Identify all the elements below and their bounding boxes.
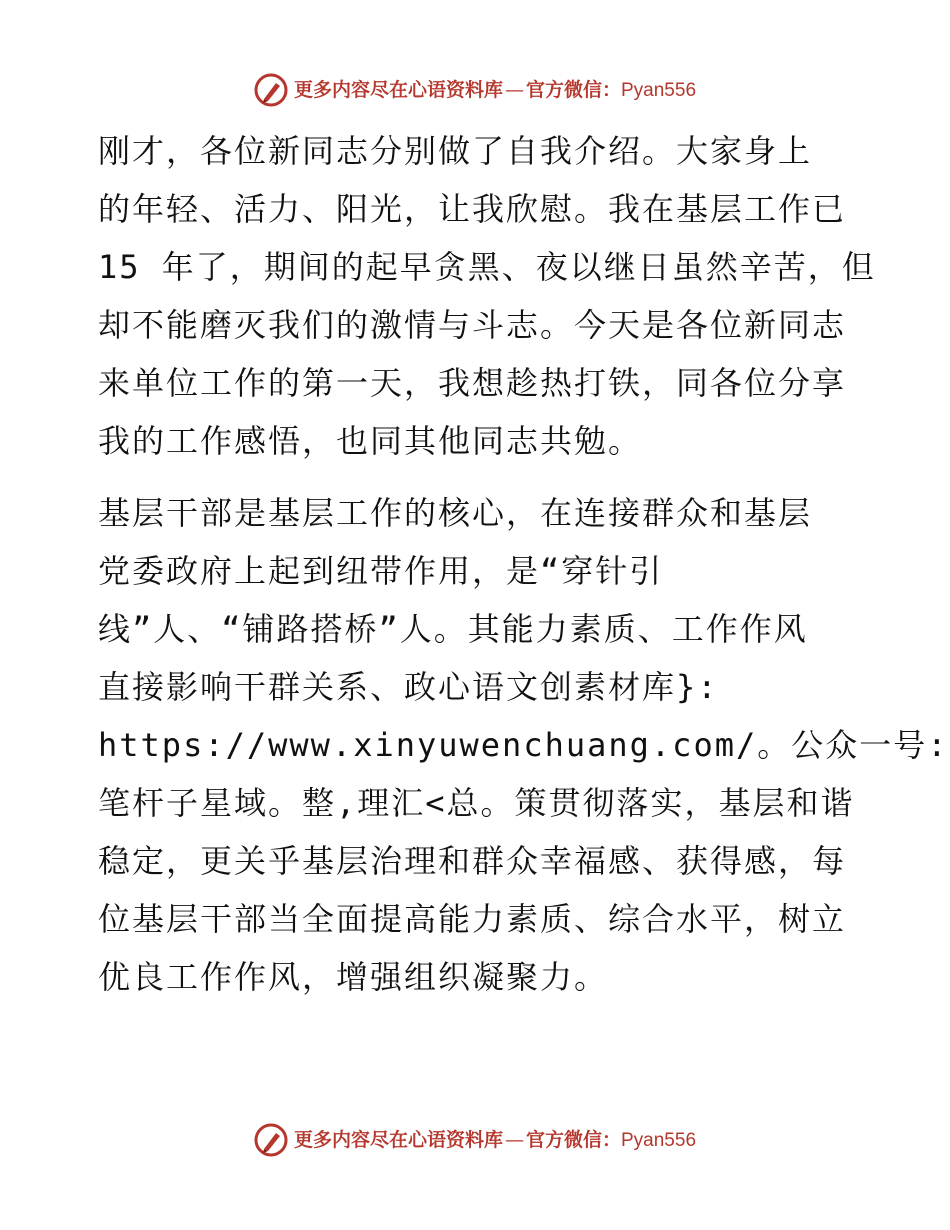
url-line: https://www.xinyuwenchuang.com/。公众一号:: [98, 726, 949, 764]
document-body: [98, 122, 949, 1006]
banner-account: Pyan556: [621, 1129, 697, 1151]
text-line: 的年轻、活力、阳光，让我欣慰。我在基层工作已: [98, 190, 847, 228]
text-line: 15 年了，期间的起早贪黑、夜以继日虽然辛苦，但: [98, 248, 876, 286]
pen-logo-icon: [254, 1123, 288, 1157]
text-line: 却不能磨灭我们的激情与斗志。今天是各位新同志: [98, 306, 847, 344]
text-line: 党委政府上起到纽带作用，是“穿针引: [98, 552, 664, 590]
text-line: 来单位工作的第一天，我想趁热打铁，同各位分享: [98, 364, 847, 402]
banner-account: Pyan556: [621, 79, 697, 101]
banner-wechat-label: 官方微信：: [525, 1128, 621, 1151]
text-line: 基层干部是基层工作的核心，在连接群众和基层: [98, 494, 813, 532]
footer-banner: [0, 1120, 950, 1160]
text-line: 直接影响干群关系、政心语文创素材库}:: [98, 668, 719, 706]
paragraph-1: [98, 122, 876, 470]
paragraph-2: [98, 484, 949, 1006]
text-line: 位基层干部当全面提高能力素质、综合水平，树立: [98, 900, 847, 938]
text-line: 优良工作作风，增强组织凝聚力。: [98, 958, 609, 996]
text-line: 线”人、“铺路搭桥”人。其能力素质、工作作风: [98, 610, 808, 648]
text-line: 笔杆子星域。整,理汇<总。策贯彻落实，基层和谐: [98, 784, 855, 822]
header-banner: [0, 70, 950, 110]
pen-logo-icon: [254, 73, 288, 107]
banner-label: 更多内容尽在心语资料库: [293, 1128, 503, 1151]
banner-dash: —: [504, 78, 524, 101]
banner-dash: —: [504, 1128, 524, 1151]
text-line: 我的工作感悟，也同其他同志共勉。: [98, 422, 643, 460]
text-line: 稳定，更关乎基层治理和群众幸福感、获得感，每: [98, 842, 847, 880]
banner-wechat-label: 官方微信：: [525, 78, 621, 101]
text-line: 刚才，各位新同志分别做了自我介绍。大家身上: [98, 132, 813, 170]
banner-label: 更多内容尽在心语资料库: [293, 78, 503, 101]
